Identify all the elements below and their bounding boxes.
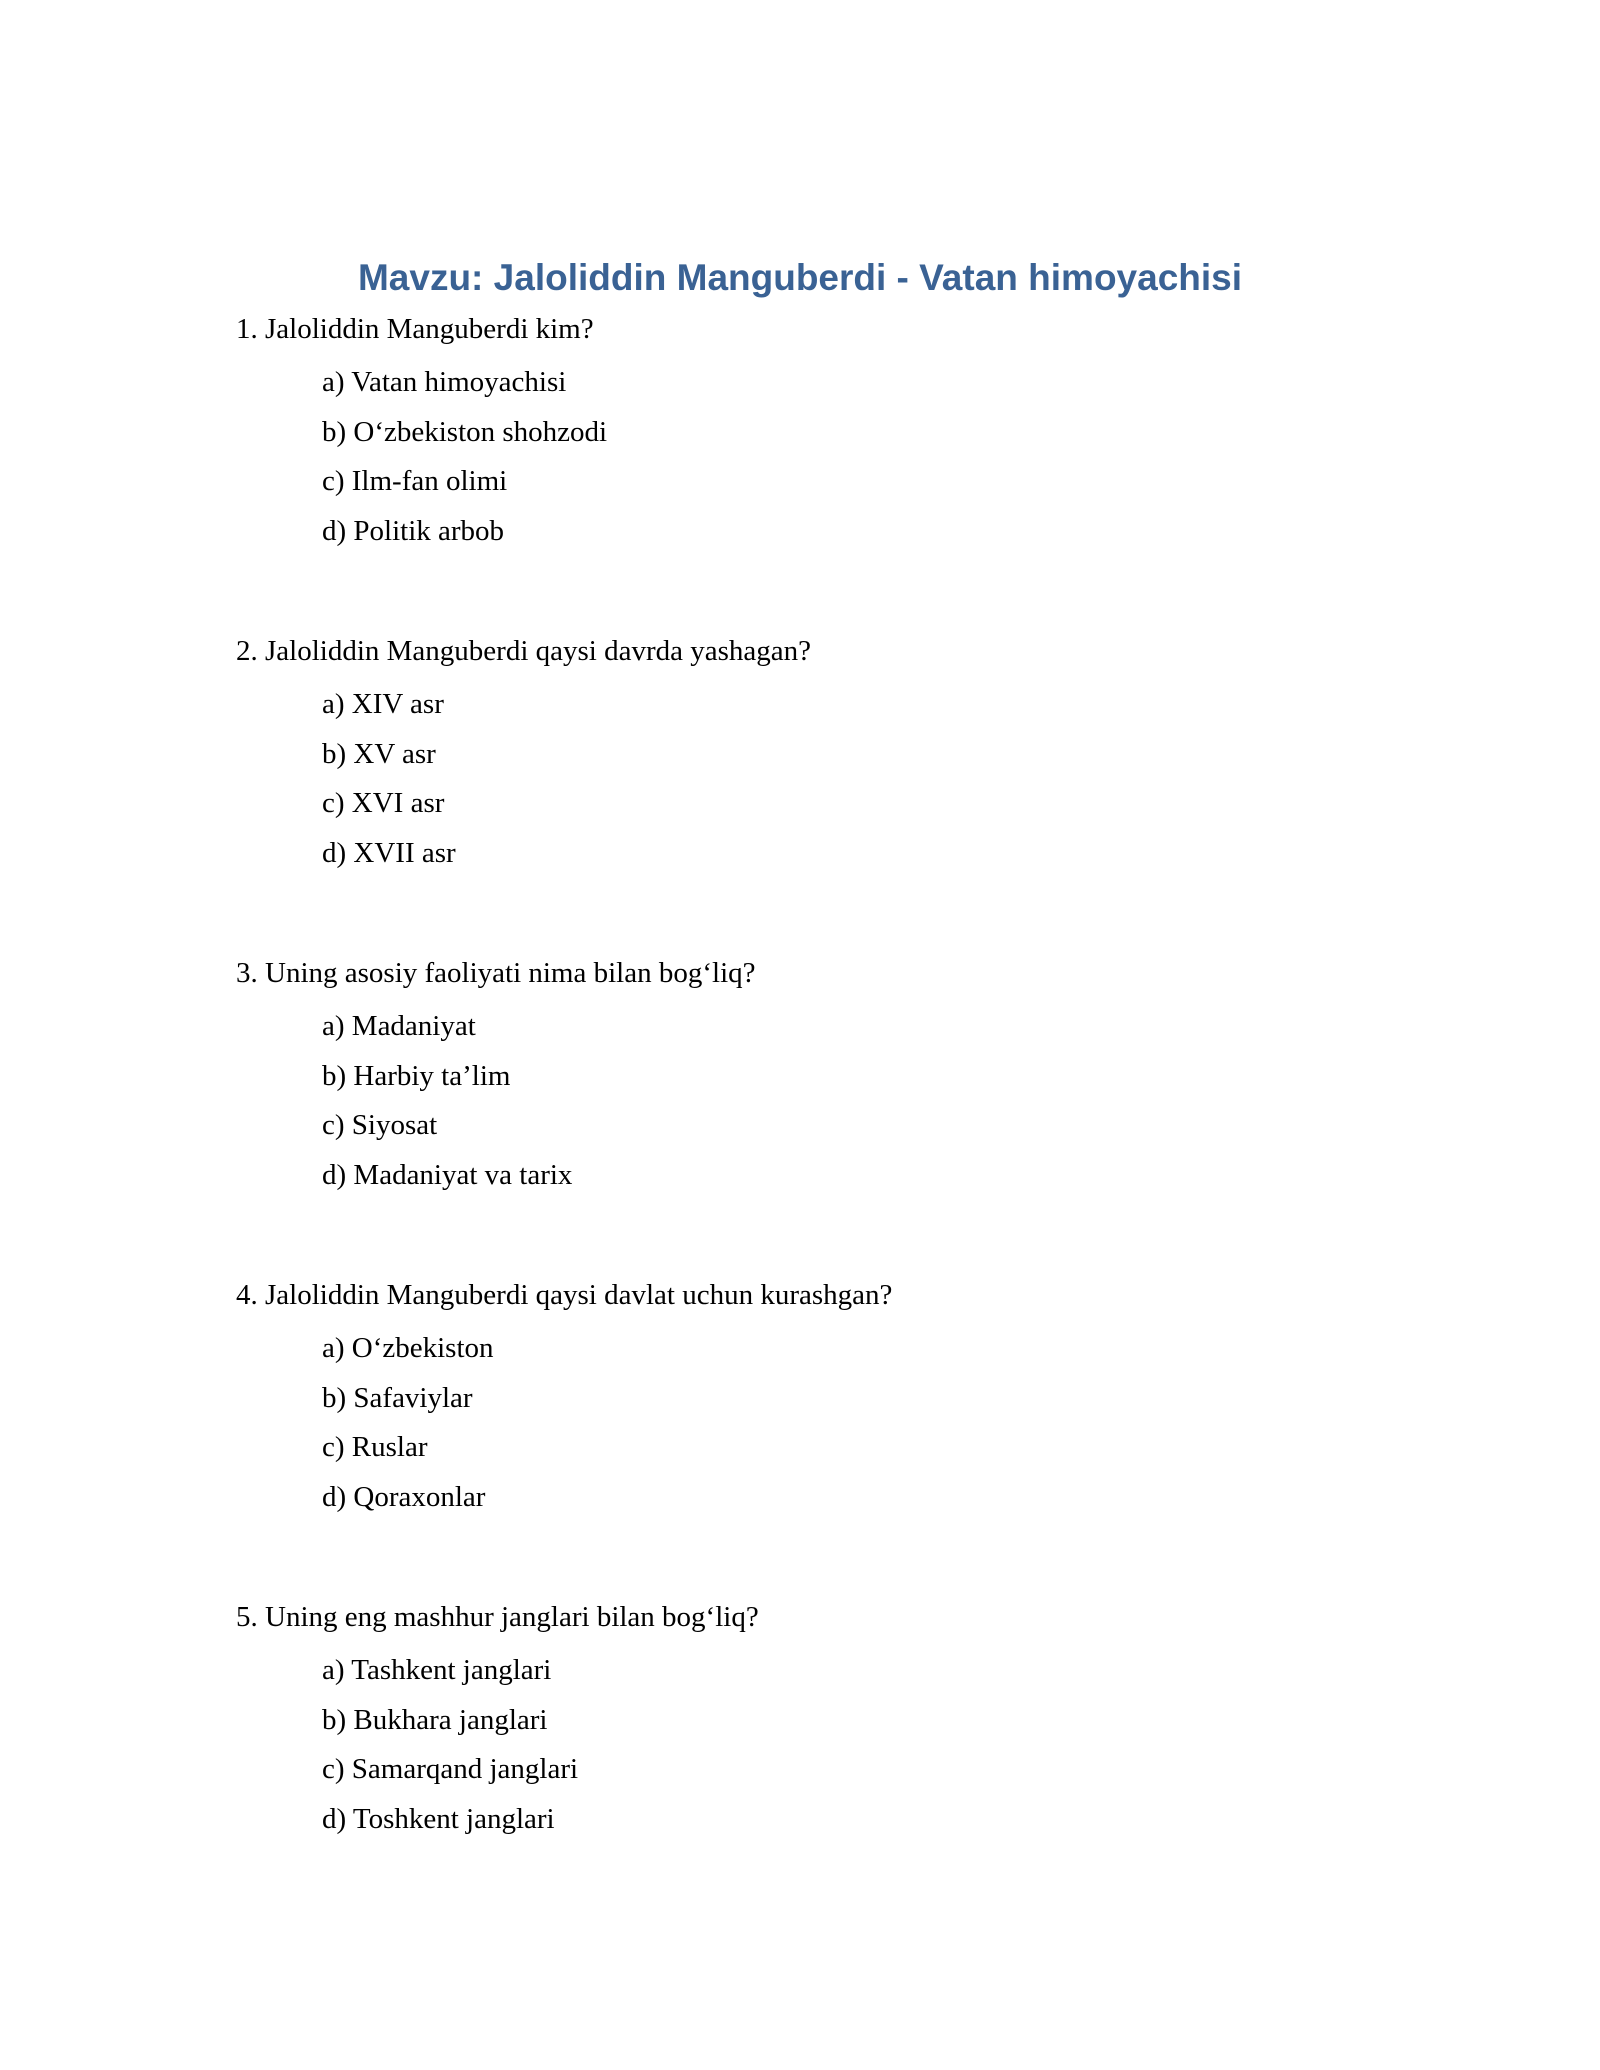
- option-a: a) Vatan himoyachisi: [322, 366, 567, 398]
- option-b: b) O‘zbekiston shohzodi: [322, 415, 608, 448]
- document-title: Mavzu: Jaloliddin Manguberdi - Vatan himoyachisi: [357, 257, 1243, 298]
- option-d: d) Toshkent janglari: [322, 1802, 555, 1835]
- question-4: [236, 1270, 1436, 1592]
- question-1: [236, 304, 1436, 626]
- question-text: 2. Jaloliddin Manguberdi qaysi davrda yashagan?: [236, 635, 812, 667]
- option-list: [322, 680, 1436, 878]
- option-a: a) O‘zbekiston: [322, 1332, 494, 1364]
- question-list: [236, 304, 1436, 1914]
- option-b: b) Harbiy ta’lim: [322, 1059, 511, 1092]
- option-list: [322, 1646, 1436, 1844]
- option-list: [322, 358, 1436, 556]
- option-d: d) XVII asr: [322, 836, 456, 869]
- question-text: 4. Jaloliddin Manguberdi qaysi davlat uchun kurashgan?: [236, 1279, 893, 1311]
- option-d: d) Qoraxonlar: [322, 1480, 486, 1513]
- option-list: [322, 1002, 1436, 1200]
- option-c: c) XVI asr: [322, 787, 445, 819]
- option-b: b) Safaviylar: [322, 1381, 473, 1414]
- option-b: b) Bukhara janglari: [322, 1703, 548, 1736]
- option-a: a) XIV asr: [322, 688, 444, 720]
- option-b: b) XV asr: [322, 737, 436, 770]
- option-c: c) Ilm-fan olimi: [322, 465, 508, 497]
- option-c: c) Samarqand janglari: [322, 1753, 579, 1785]
- option-list: [322, 1324, 1436, 1522]
- question-3: [236, 948, 1436, 1270]
- question-2: [236, 626, 1436, 948]
- option-a: a) Madaniyat: [322, 1010, 476, 1042]
- option-c: c) Ruslar: [322, 1431, 428, 1463]
- question-text: 3. Uning asosiy faoliyati nima bilan bog‘liq?: [236, 957, 756, 989]
- question-text: 5. Uning eng mashhur janglari bilan bog‘liq?: [236, 1601, 759, 1633]
- option-d: d) Politik arbob: [322, 514, 505, 547]
- option-c: c) Siyosat: [322, 1109, 438, 1141]
- option-d: d) Madaniyat va tarix: [322, 1158, 573, 1191]
- option-a: a) Tashkent janglari: [322, 1654, 552, 1686]
- question-5: [236, 1592, 1436, 1914]
- question-text: 1. Jaloliddin Manguberdi kim?: [236, 313, 594, 345]
